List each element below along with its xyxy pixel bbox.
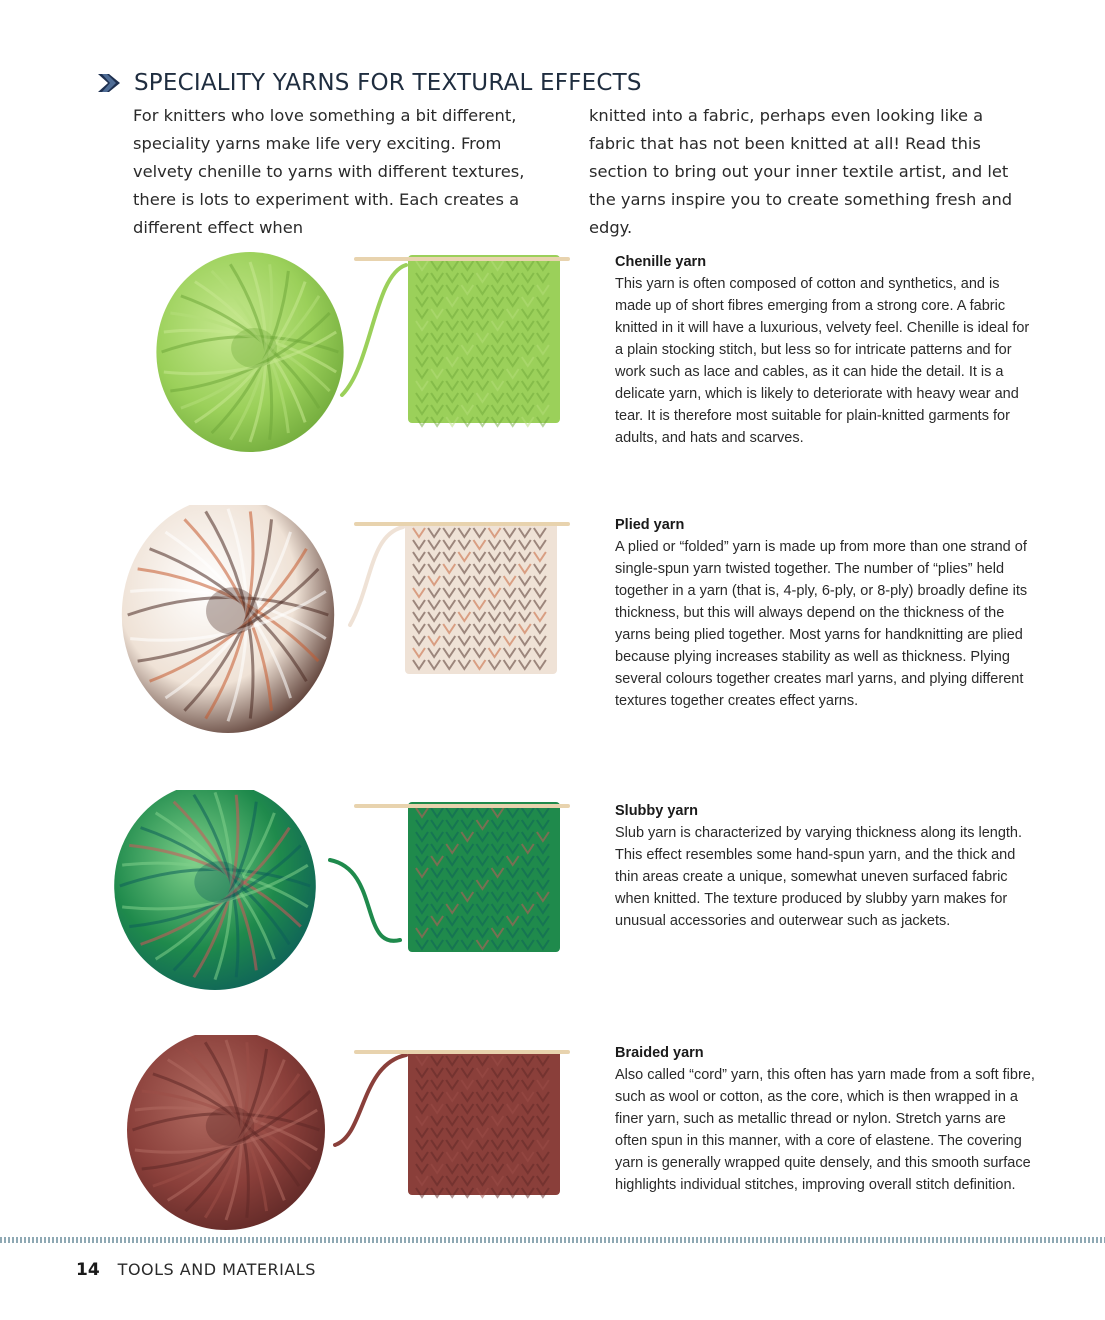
intro-paragraph-left: For knitters who love something a bit different, speciality yarns make life very exciting. From velvety chenille to yarns with different textures, there is lots to experiment with. Each creates a different effect when (133, 106, 525, 237)
yarn-ball-and-swatch (110, 505, 600, 765)
section-title: SPECIALITY YARNS FOR TEXTURAL EFFECTS (134, 70, 642, 96)
yarn-ball-and-swatch (110, 1035, 600, 1295)
yarn-illustration (110, 505, 600, 765)
yarn-description: This yarn is often composed of cotton and synthetics, and is made up of short fibres emerging from a strong core. A fabric knitted in it will have a luxurious, velvety feel. Chenille is ideal for a plain stocking stitch, but less so for intricate patterns and for work such as lace and cables, as it can hide the detail. It is a delicate yarn, which is likely to deteriorate with heavy wear and tear. It is therefore most suitable for plain-knitted garments for adults, and hats and scarves. (615, 276, 1030, 446)
yarn-illustration (110, 245, 600, 505)
knitted-swatch (408, 255, 560, 426)
page-footer (76, 1260, 316, 1280)
yarn-title: Plied yarn (615, 517, 685, 533)
yarn-description: A plied or “folded” yarn is made up from more than one strand of single-spun yarn twisted together. The number of “plies” held together in a yarn (that is, 4-ply, 6-ply, or 8-ply) broadly define its thickness, but this will always depend on the thickness of the yarns being plied together. Most yarns for handknitting are plied because plying increases stability as well as thickness. Plying several colours together creates marl yarns, and plying different textures together creates effect yarns. (615, 539, 1028, 709)
yarn-tail (335, 1055, 406, 1145)
yarn-ball-and-swatch (110, 790, 600, 1050)
page-number: 14 (76, 1260, 100, 1280)
knitted-swatch (408, 802, 560, 952)
yarn-ball (122, 505, 334, 733)
yarn-title: Braided yarn (615, 1045, 704, 1061)
yarn-ball (127, 1035, 325, 1230)
yarn-title: Slubby yarn (615, 803, 698, 819)
yarn-illustration (110, 790, 600, 1050)
footer-divider (0, 1237, 1105, 1243)
yarn-illustration (110, 1035, 600, 1295)
yarn-ball-and-swatch (110, 245, 600, 505)
yarn-ball (156, 252, 343, 452)
yarn-tail (350, 527, 403, 625)
running-head: TOOLS AND MATERIALS (117, 1260, 316, 1279)
chevron-right-icon (96, 72, 122, 94)
yarn-title: Chenille yarn (615, 254, 707, 270)
yarn-tail (330, 860, 400, 941)
yarn-ball (114, 790, 316, 990)
yarn-description: Slub yarn is characterized by varying thickness along its length. This effect resembles some hand-spun yarn, and the thick and thin areas create a unique, somewhat uneven surfaced fabric when knitted. The texture produced by slubby yarn makes for unusual accessories and outerwear such as jackets. (615, 825, 1023, 929)
knitted-swatch (405, 522, 557, 674)
section-heading (96, 66, 642, 100)
knitted-swatch (408, 1050, 560, 1197)
yarn-tail (342, 265, 406, 395)
intro-paragraph-right: knitted into a fabric, perhaps even looking like a fabric that has not been knitted at all! Read this section to bring out your inner textile artist, and let the yarns inspire you to create something fresh and edgy. (589, 106, 1013, 237)
yarn-description: Also called “cord” yarn, this often has yarn made from a soft fibre, such as wool or cotton, as the core, which is then wrapped in a finer yarn, such as metallic thread or nylon. Stretch yarns are often spun in this manner, with a core of elastene. The covering yarn is generally wrapped quite densely, and this smooth surface highlights individual stitches, improving overall stitch definition. (615, 1067, 1035, 1193)
